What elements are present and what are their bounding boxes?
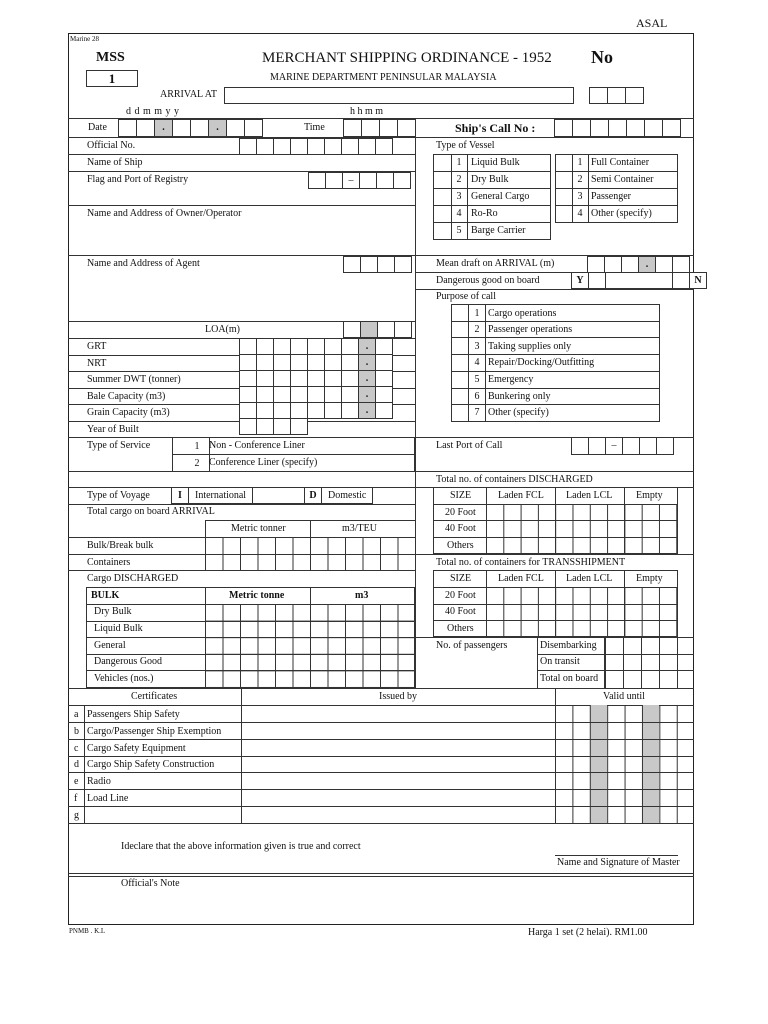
- cert-d-letter: d: [74, 759, 79, 770]
- trans-h-fcl: Laden FCL: [498, 573, 544, 584]
- purpose-3-num: 3: [474, 341, 480, 352]
- trans-size-others: Others: [447, 623, 474, 634]
- signature-line: [555, 855, 678, 856]
- grt-label: GRT: [87, 341, 107, 352]
- vessel-right-3-num: 3: [577, 191, 583, 202]
- passengers-label: No. of passengers: [436, 640, 508, 651]
- discharged-title: Total no. of containers DISCHARGED: [436, 474, 593, 485]
- m3-teu-label: m3/TEU: [342, 523, 377, 534]
- containers-label: Containers: [87, 557, 131, 568]
- purpose-6-num: 6: [474, 391, 480, 402]
- on-transit-label: On transit: [540, 656, 580, 667]
- arrival-at-field[interactable]: [224, 87, 574, 104]
- form-title: MERCHANT SHIPPING ORDINANCE - 1952: [262, 50, 552, 66]
- cert-a-label: Passengers Ship Safety: [87, 709, 180, 720]
- flag-port-field[interactable]: –: [309, 172, 411, 189]
- vessel-left-1-num: 1: [456, 157, 462, 168]
- voyage-d: D: [304, 487, 322, 504]
- time-hint: h h m m: [350, 106, 384, 117]
- cargo-row-liquid-bulk: Liquid Bulk: [94, 623, 143, 634]
- vessel-right-1-label[interactable]: Full Container: [591, 157, 650, 168]
- disc-size-others: Others: [447, 540, 474, 551]
- no-label: No: [591, 47, 613, 67]
- type-of-vessel-label: Type of Vessel: [436, 140, 495, 151]
- loa-label: LOA(m): [205, 324, 240, 335]
- purpose-7-label[interactable]: Other (specify): [488, 407, 549, 418]
- flag-port-label: Flag and Port of Registry: [87, 174, 189, 185]
- last-port-field[interactable]: –: [572, 437, 674, 455]
- nrt-label: NRT: [87, 358, 107, 369]
- signature-label: Name and Signature of Master: [557, 857, 680, 868]
- vessel-right-1-num: 1: [577, 157, 583, 168]
- vessel-right-2-num: 2: [577, 174, 583, 185]
- arrival-at-label: ARRIVAL AT: [160, 89, 217, 100]
- mss-label: MSS: [96, 50, 125, 65]
- trans-h-lcl: Laden LCL: [566, 573, 613, 584]
- purpose-1-num: 1: [474, 308, 480, 319]
- officials-note-label: Official's Note: [121, 878, 180, 889]
- declaration-text: Ideclare that the above information given is true and correct: [121, 841, 361, 852]
- cert-header: Certificates: [131, 691, 178, 702]
- transship-containers-cells[interactable]: [486, 587, 678, 637]
- vessel-left-2-num: 2: [456, 174, 462, 185]
- service-option-1[interactable]: [172, 437, 415, 455]
- purpose-6-label[interactable]: Bunkering only: [488, 391, 551, 402]
- loa-field[interactable]: [344, 321, 412, 338]
- service-option-2[interactable]: [172, 454, 415, 472]
- purpose-4-num: 4: [474, 357, 480, 368]
- trans-size-40: 40 Foot: [445, 606, 476, 617]
- cert-c-label: Cargo Safety Equipment: [87, 743, 186, 754]
- name-of-ship-label: Name of Ship: [87, 157, 143, 168]
- disembarking-label: Disembarking: [540, 640, 597, 651]
- cert-e-letter: e: [74, 776, 79, 787]
- purpose-2-label[interactable]: Passenger operations: [488, 324, 573, 335]
- service-option-2-label: Conference Liner (specify): [209, 457, 318, 468]
- time-field[interactable]: [344, 119, 416, 137]
- cert-g-letter: g: [74, 810, 79, 821]
- dangerous-good-field[interactable]: [572, 272, 707, 289]
- arrival-cargo-grid[interactable]: [205, 537, 415, 570]
- passenger-cells[interactable]: [604, 637, 695, 688]
- disc-h-lcl: Laden LCL: [566, 490, 613, 501]
- official-no-label: Official No.: [87, 140, 136, 151]
- date-hint: d d m m y y: [126, 106, 180, 117]
- vessel-left-3-label[interactable]: General Cargo: [471, 191, 530, 202]
- date-field[interactable]: . .: [119, 119, 263, 137]
- trans-size-20: 20 Foot: [445, 590, 476, 601]
- vessel-left-5-num: 5: [456, 225, 462, 236]
- price-label: Harga 1 set (2 helai). RM1.00: [528, 927, 648, 938]
- trans-h-size: SIZE: [450, 573, 472, 584]
- agent-code-field[interactable]: [344, 256, 412, 273]
- cert-b-label: Cargo/Passenger Ship Exemption: [87, 726, 222, 737]
- vessel-left-2-label[interactable]: Dry Bulk: [471, 174, 509, 185]
- calls-no-label: Ship's Call No :: [455, 121, 536, 135]
- m3-label: m3: [355, 590, 369, 601]
- mss-number-box: [86, 70, 138, 87]
- dangerous-no: N: [689, 272, 707, 289]
- purpose-5-label[interactable]: Emergency: [488, 374, 534, 385]
- purpose-3-label[interactable]: Taking supplies only: [488, 341, 572, 352]
- vessel-left-5-label[interactable]: Barge Carrier: [471, 225, 526, 236]
- disc-size-40: 40 Foot: [445, 523, 476, 534]
- cargo-row-vehicles: Vehicles (nos.): [94, 673, 154, 684]
- summer-dwt-label: Summer DWT (tonner): [87, 374, 181, 385]
- bulk-label: BULK: [91, 590, 120, 601]
- purpose-7-num: 7: [474, 407, 480, 418]
- time-label: Time: [304, 122, 325, 133]
- grain-label: Grain Capacity (m3): [87, 407, 170, 418]
- discharged-cargo-grid[interactable]: [205, 604, 415, 688]
- dangerous-good-label: Dangerous good on board: [436, 275, 540, 286]
- vessel-left-4-label[interactable]: Ro-Ro: [471, 208, 498, 219]
- calls-no-field[interactable]: [555, 119, 681, 137]
- voyage-international: International: [188, 487, 253, 504]
- vessel-left-3-num: 3: [456, 191, 462, 202]
- cert-e-label: Radio: [87, 776, 111, 787]
- dangerous-yes: Y: [571, 272, 589, 289]
- last-port-label: Last Port of Call: [436, 440, 503, 451]
- purpose-1-label[interactable]: Cargo operations: [488, 308, 557, 319]
- cargo-row-dry-bulk: Dry Bulk: [94, 606, 132, 617]
- metric-tonner-label: Metric tonner: [231, 523, 286, 534]
- cargo-row-general: General: [94, 640, 126, 651]
- vessel-right-3-label[interactable]: Passenger: [591, 191, 631, 202]
- copy-label: ASAL: [636, 16, 668, 30]
- purpose-2-num: 2: [474, 324, 480, 335]
- bale-label: Bale Capacity (m3): [87, 391, 166, 402]
- disc-size-20: 20 Foot: [445, 507, 476, 518]
- agent-label: Name and Address of Agent: [87, 258, 200, 269]
- cert-d-label: Cargo Ship Safety Construction: [87, 759, 215, 770]
- capacity-grids[interactable]: . . . . .: [240, 338, 393, 435]
- form-subtitle: MARINE DEPARTMENT PENINSULAR MALAYSIA: [270, 72, 497, 83]
- cert-a-letter: a: [74, 709, 79, 720]
- transship-title: Total no. of containers for TRANSSHIPMENT: [436, 557, 626, 568]
- arrival-code-boxes[interactable]: [590, 87, 644, 104]
- total-on-board-label: Total on board: [540, 673, 599, 684]
- mean-draft-field[interactable]: .: [588, 256, 690, 273]
- year-built-label: Year of Built: [87, 424, 139, 435]
- voyage-domestic: Domestic: [321, 487, 373, 504]
- cert-b-letter: b: [74, 726, 79, 737]
- voyage-options[interactable]: [172, 487, 373, 504]
- cargo-discharged-label: Cargo DISCHARGED: [87, 573, 179, 584]
- owner-label: Name and Address of Owner/Operator: [87, 208, 242, 219]
- disc-h-size: SIZE: [450, 490, 472, 501]
- disc-h-empty: Empty: [636, 490, 663, 501]
- vessel-right-2-label[interactable]: Semi Container: [591, 174, 654, 185]
- cert-f-letter: f: [74, 793, 78, 804]
- service-option-1-num: 1: [194, 441, 200, 452]
- purpose-5-num: 5: [474, 374, 480, 385]
- cert-c-letter: c: [74, 743, 79, 754]
- total-cargo-arrival-label: Total cargo on board ARRIVAL: [87, 506, 215, 517]
- service-option-1-label: Non - Conference Liner: [209, 440, 305, 451]
- valid-header: Valid until: [603, 691, 645, 702]
- bulk-break-label: Bulk/Break bulk: [87, 540, 154, 551]
- service-option-2-num: 2: [194, 458, 200, 469]
- vessel-right-4-num: 4: [577, 208, 583, 219]
- purpose-label: Purpose of call: [436, 291, 496, 302]
- purpose-4-label[interactable]: Repair/Docking/Outfitting: [488, 357, 595, 368]
- metric-tonne-label: Metric tonne: [229, 590, 285, 601]
- type-of-voyage-label: Type of Voyage: [87, 490, 150, 501]
- type-of-service-label: Type of Service: [87, 440, 151, 451]
- disc-h-fcl: Laden FCL: [498, 490, 544, 501]
- discharged-containers-cells[interactable]: [486, 504, 678, 554]
- cargo-row-dangerous: Dangerous Good: [94, 656, 163, 667]
- cert-f-label: Load Line: [87, 793, 129, 804]
- vessel-right-4-label[interactable]: Other (specify): [591, 208, 652, 219]
- official-no-field[interactable]: [240, 138, 393, 155]
- vessel-left-4-num: 4: [456, 208, 462, 219]
- date-label: Date: [88, 122, 107, 133]
- issued-header: Issued by: [379, 691, 418, 702]
- vessel-left-1-label[interactable]: Liquid Bulk: [471, 157, 520, 168]
- form-code: Marine 28: [70, 35, 99, 43]
- voyage-i: I: [171, 487, 189, 504]
- printer-label: PNMB . K.L: [69, 927, 106, 935]
- trans-h-empty: Empty: [636, 573, 663, 584]
- mss-number: 1: [108, 71, 116, 86]
- mean-draft-label: Mean draft on ARRIVAL (m): [436, 258, 555, 269]
